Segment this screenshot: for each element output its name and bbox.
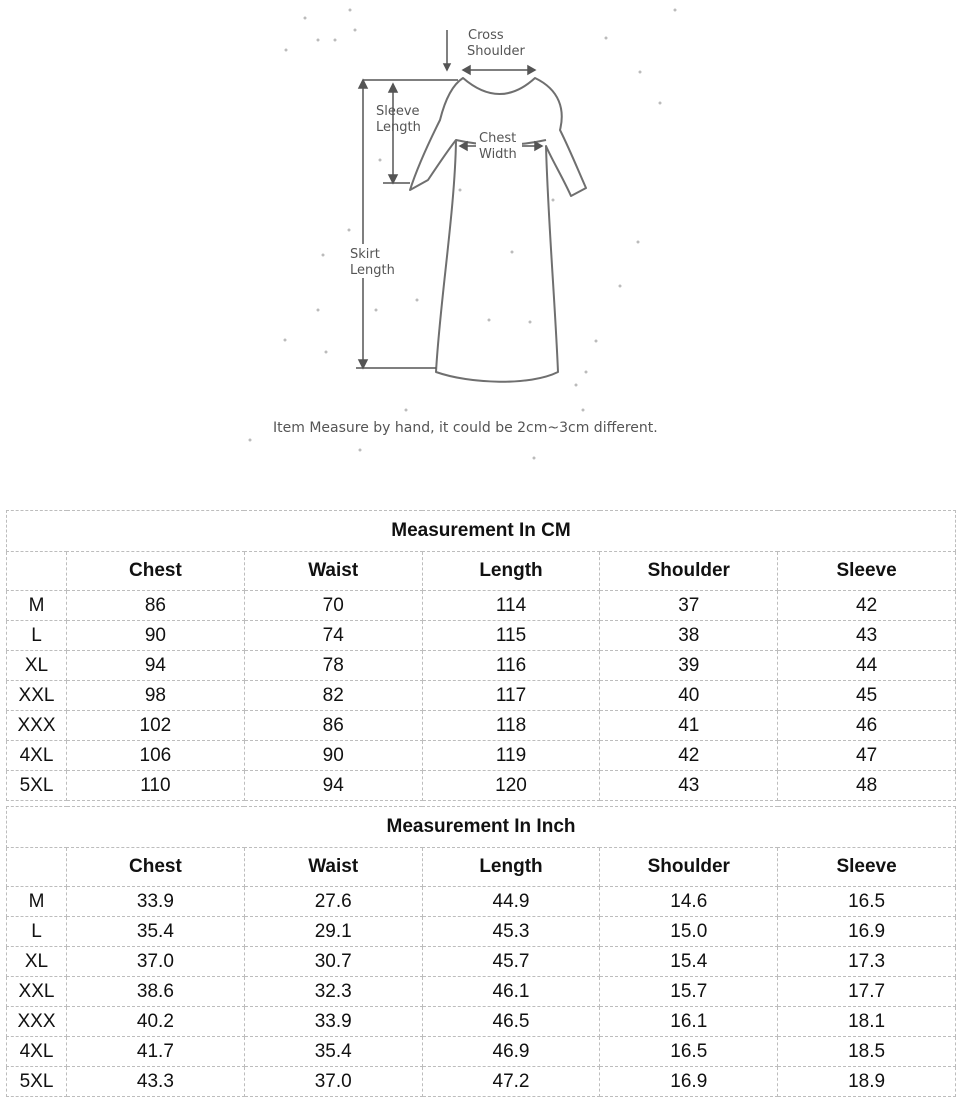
inch-header-shoulder: Shoulder (600, 848, 778, 887)
cm-header-shoulder: Shoulder (600, 552, 778, 591)
table-cell: 38 (600, 621, 778, 651)
size-cell: M (7, 887, 67, 917)
table-cell: 18.9 (778, 1067, 956, 1097)
table-cell: 41 (600, 711, 778, 741)
size-cell: XXL (7, 977, 67, 1007)
table-cell: 45.3 (422, 917, 600, 947)
table-cell: 27.6 (244, 887, 422, 917)
size-cell: XXX (7, 1007, 67, 1037)
size-cell: M (7, 591, 67, 621)
table-row (7, 1037, 956, 1067)
table-cell: 37.0 (67, 947, 245, 977)
size-cell: 5XL (7, 1067, 67, 1097)
table-row (7, 917, 956, 947)
table-cell: 119 (422, 741, 600, 771)
inch-size-table (6, 806, 956, 1097)
table-cell: 116 (422, 651, 600, 681)
dress-outline (410, 78, 586, 382)
size-cell: XXX (7, 711, 67, 741)
table-cell: 86 (244, 711, 422, 741)
inch-header-size (7, 848, 67, 887)
table-cell: 46 (778, 711, 956, 741)
cm-header-length: Length (422, 552, 600, 591)
skirt-length-label-line2: Length (350, 263, 395, 278)
table-row (7, 887, 956, 917)
table-cell: 45.7 (422, 947, 600, 977)
table-cell: 114 (422, 591, 600, 621)
table-row (7, 771, 956, 801)
table-row (7, 1067, 956, 1097)
table-cell: 90 (244, 741, 422, 771)
table-cell: 15.7 (600, 977, 778, 1007)
inch-header-length: Length (422, 848, 600, 887)
cm-header-size (7, 552, 67, 591)
size-cell: XL (7, 947, 67, 977)
table-cell: 98 (67, 681, 245, 711)
table-cell: 18.1 (778, 1007, 956, 1037)
table-cell: 94 (244, 771, 422, 801)
table-row (7, 681, 956, 711)
table-row (7, 621, 956, 651)
table-cell: 14.6 (600, 887, 778, 917)
table-row (7, 651, 956, 681)
table-cell: 40 (600, 681, 778, 711)
table-cell: 15.4 (600, 947, 778, 977)
table-cell: 46.5 (422, 1007, 600, 1037)
table-cell: 35.4 (244, 1037, 422, 1067)
table-cell: 74 (244, 621, 422, 651)
table-cell: 82 (244, 681, 422, 711)
size-cell: L (7, 621, 67, 651)
table-cell: 17.3 (778, 947, 956, 977)
cross-shoulder-label-line2: Shoulder (467, 44, 525, 59)
table-cell: 46.1 (422, 977, 600, 1007)
inch-header-waist: Waist (244, 848, 422, 887)
cm-header-chest: Chest (67, 552, 245, 591)
table-cell: 43 (778, 621, 956, 651)
table-cell: 16.1 (600, 1007, 778, 1037)
table-cell: 35.4 (67, 917, 245, 947)
table-cell: 16.9 (600, 1067, 778, 1097)
table-cell: 110 (67, 771, 245, 801)
table-cell: 16.9 (778, 917, 956, 947)
table-cell: 44.9 (422, 887, 600, 917)
table-row (7, 947, 956, 977)
table-row (7, 1007, 956, 1037)
table-cell: 47.2 (422, 1067, 600, 1097)
cm-header-sleeve: Sleeve (778, 552, 956, 591)
size-cell: 5XL (7, 771, 67, 801)
chest-width-label-line1: Chest (479, 131, 517, 146)
table-cell: 86 (67, 591, 245, 621)
sleeve-length-label-line2: Length (376, 120, 421, 135)
table-cell: 39 (600, 651, 778, 681)
sleeve-length-label-line1: Sleeve (376, 104, 420, 119)
background-speckles (249, 9, 677, 460)
table-cell: 117 (422, 681, 600, 711)
table-cell: 47 (778, 741, 956, 771)
table-cell: 42 (600, 741, 778, 771)
table-row (7, 591, 956, 621)
table-cell: 94 (67, 651, 245, 681)
table-cell: 18.5 (778, 1037, 956, 1067)
table-cell: 16.5 (778, 887, 956, 917)
table-cell: 37 (600, 591, 778, 621)
table-cell: 46.9 (422, 1037, 600, 1067)
table-cell: 42 (778, 591, 956, 621)
table-cell: 32.3 (244, 977, 422, 1007)
table-cell: 70 (244, 591, 422, 621)
table-cell: 78 (244, 651, 422, 681)
measurement-lines (356, 30, 542, 368)
chest-width-label-line2: Width (479, 147, 517, 162)
table-cell: 115 (422, 621, 600, 651)
table-cell: 45 (778, 681, 956, 711)
table-row (7, 711, 956, 741)
inch-header-chest: Chest (67, 848, 245, 887)
cross-shoulder-label-line1: Cross (468, 28, 504, 43)
size-cell: XL (7, 651, 67, 681)
table-cell: 44 (778, 651, 956, 681)
inch-table-title: Measurement In Inch (7, 807, 956, 848)
table-cell: 43 (600, 771, 778, 801)
table-cell: 40.2 (67, 1007, 245, 1037)
table-cell: 16.5 (600, 1037, 778, 1067)
table-cell: 15.0 (600, 917, 778, 947)
table-cell: 102 (67, 711, 245, 741)
table-cell: 33.9 (67, 887, 245, 917)
dress-measurement-diagram (0, 0, 962, 470)
table-cell: 37.0 (244, 1067, 422, 1097)
cm-header-waist: Waist (244, 552, 422, 591)
table-cell: 106 (67, 741, 245, 771)
cm-size-table (6, 510, 956, 801)
table-cell: 90 (67, 621, 245, 651)
table-cell: 118 (422, 711, 600, 741)
size-cell: 4XL (7, 741, 67, 771)
table-row (7, 977, 956, 1007)
skirt-length-label-line1: Skirt (350, 247, 380, 262)
table-cell: 17.7 (778, 977, 956, 1007)
table-cell: 29.1 (244, 917, 422, 947)
table-cell: 48 (778, 771, 956, 801)
table-cell: 33.9 (244, 1007, 422, 1037)
table-cell: 38.6 (67, 977, 245, 1007)
size-cell: L (7, 917, 67, 947)
table-row (7, 741, 956, 771)
size-cell: 4XL (7, 1037, 67, 1067)
table-cell: 30.7 (244, 947, 422, 977)
table-cell: 43.3 (67, 1067, 245, 1097)
table-cell: 41.7 (67, 1037, 245, 1067)
cm-table-title: Measurement In CM (7, 511, 956, 552)
table-cell: 120 (422, 771, 600, 801)
inch-header-sleeve: Sleeve (778, 848, 956, 887)
size-cell: XXL (7, 681, 67, 711)
measure-note: Item Measure by hand, it could be 2cm~3cm different. (273, 420, 658, 436)
